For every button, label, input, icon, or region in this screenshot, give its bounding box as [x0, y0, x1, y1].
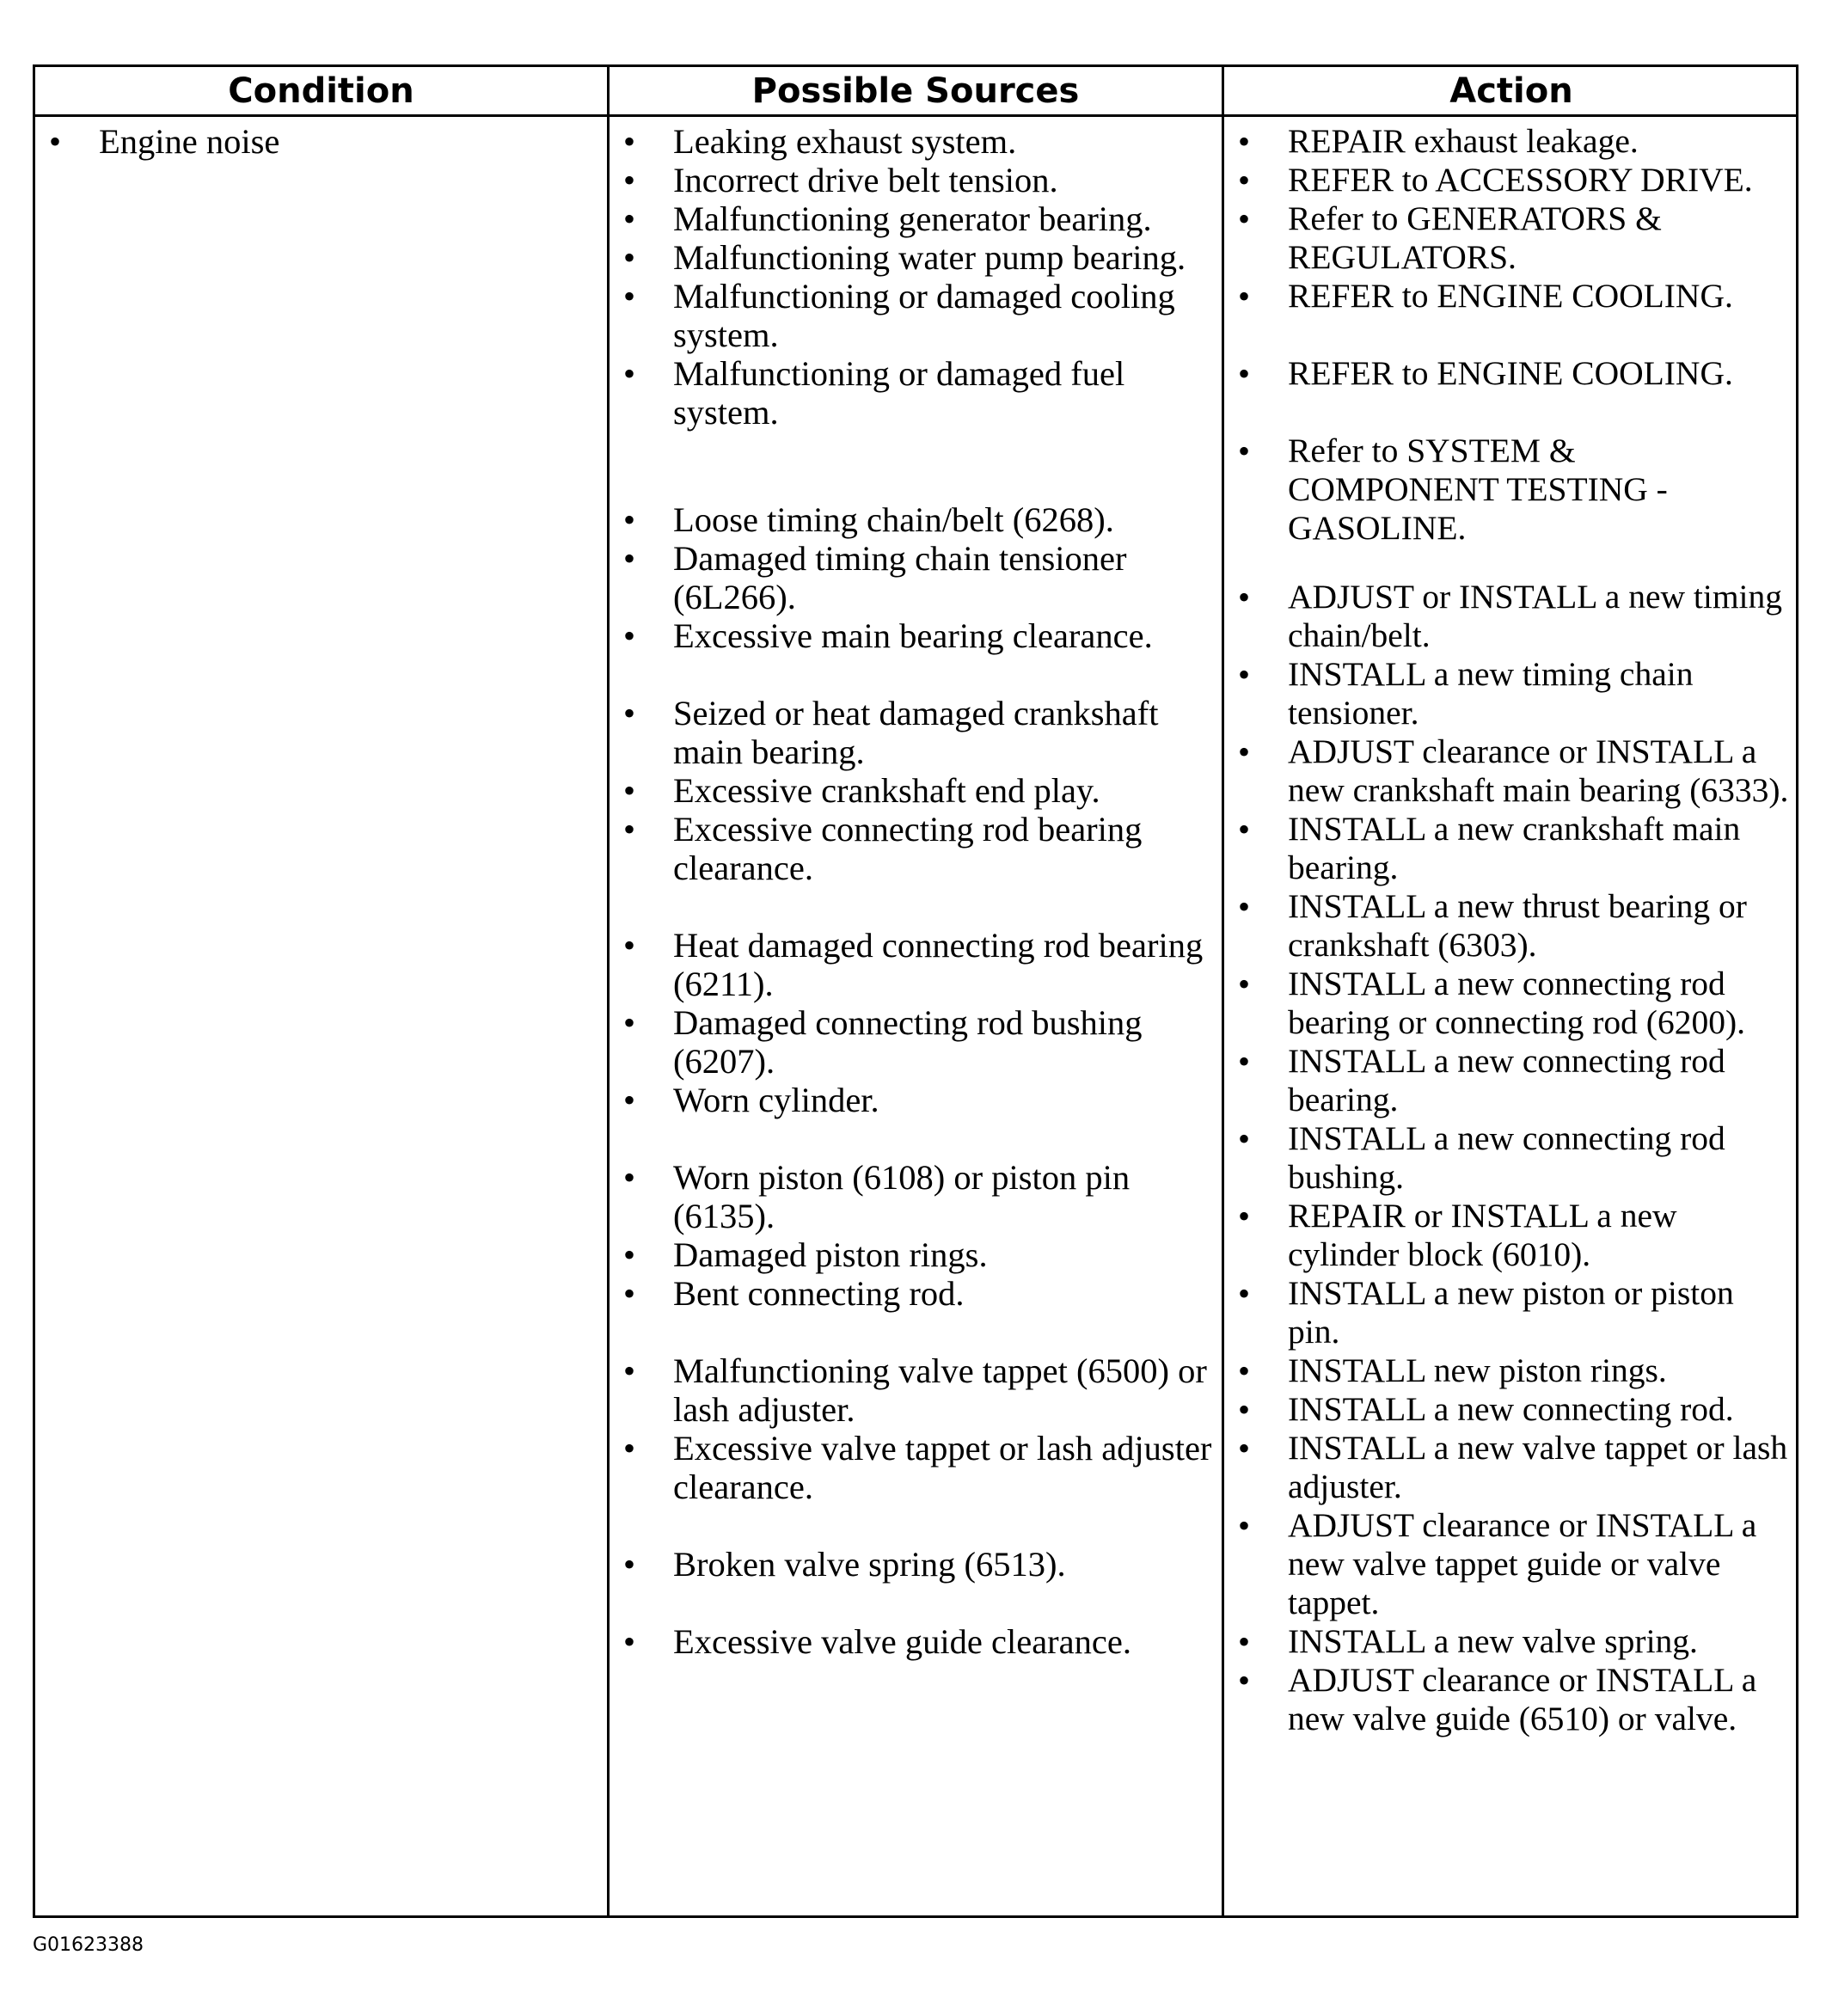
source-item: • Incorrect drive belt tension.	[620, 161, 1213, 199]
source-item: • Loose timing chain/belt (6268).	[620, 500, 1213, 539]
source-item: • Bent connecting rod.	[620, 1274, 1213, 1313]
action-item: • REPAIR exhaust leakage.	[1235, 122, 1793, 161]
action-item: • ADJUST or INSTALL a new timing chain/belt.	[1235, 578, 1793, 655]
source-item: • Malfunctioning generator bearing.	[620, 199, 1213, 238]
action-item: • Refer to SYSTEM & COMPONENT TESTING - GASOLINE.	[1235, 432, 1793, 548]
action-item: • REPAIR or INSTALL a new cylinder block (6010).	[1235, 1197, 1793, 1274]
action-column	[1235, 122, 1793, 1738]
action-item: • REFER to ENGINE COOLING.	[1235, 354, 1793, 393]
source-item: • Malfunctioning or damaged cooling system.	[620, 277, 1213, 354]
action-item: • REFER to ENGINE COOLING.	[1235, 277, 1793, 316]
source-item: • Heat damaged connecting rod bearing (6211).	[620, 926, 1213, 1003]
action-item: • Refer to GENERATORS & REGULATORS.	[1235, 199, 1793, 277]
source-item: • Damaged connecting rod bushing (6207).	[620, 1003, 1213, 1081]
action-item: • REFER to ACCESSORY DRIVE.	[1235, 161, 1793, 199]
action-item: • ADJUST clearance or INSTALL a new valve guide (6510) or valve.	[1235, 1661, 1793, 1738]
source-item: • Excessive main bearing clearance.	[620, 616, 1213, 655]
action-item: • INSTALL a new thrust bearing or crankshaft (6303).	[1235, 887, 1793, 965]
action-item: • INSTALL a new crankshaft main bearing.	[1235, 810, 1793, 887]
diagnosis-table	[33, 64, 1798, 1918]
column-divider	[1222, 67, 1224, 1915]
action-item: • INSTALL a new piston or piston pin.	[1235, 1274, 1793, 1351]
source-item: • Excessive valve tappet or lash adjuster clearance.	[620, 1429, 1213, 1506]
source-item: • Excessive crankshaft end play.	[620, 771, 1213, 810]
source-item: • Seized or heat damaged crankshaft main bearing.	[620, 694, 1213, 771]
source-item: • Damaged piston rings.	[620, 1235, 1213, 1274]
action-item: • INSTALL a new connecting rod.	[1235, 1390, 1793, 1429]
action-item: • INSTALL a new connecting rod bushing.	[1235, 1119, 1793, 1197]
header-divider	[35, 114, 1796, 117]
column-divider	[607, 67, 610, 1915]
source-item: • Excessive connecting rod bearing clearance.	[620, 810, 1213, 887]
source-item: • Malfunctioning or damaged fuel system.	[620, 354, 1213, 432]
action-item: • INSTALL a new connecting rod bearing.	[1235, 1042, 1793, 1119]
source-item: • Malfunctioning valve tappet (6500) or lash adjuster.	[620, 1351, 1213, 1429]
action-item: • INSTALL a new timing chain tensioner.	[1235, 655, 1793, 732]
action-item: • ADJUST clearance or INSTALL a new crankshaft main bearing (6333).	[1235, 732, 1793, 810]
action-item: • INSTALL a new valve tappet or lash adjuster.	[1235, 1429, 1793, 1506]
figure-id: G01623388	[33, 1934, 144, 1956]
source-item: • Malfunctioning water pump bearing.	[620, 238, 1213, 277]
sources-column	[620, 122, 1213, 1661]
action-item: • INSTALL new piston rings.	[1235, 1351, 1793, 1390]
source-item: • Worn piston (6108) or piston pin (6135).	[620, 1158, 1213, 1235]
condition-item: • Engine noise	[46, 122, 596, 161]
source-item: • Excessive valve guide clearance.	[620, 1622, 1213, 1661]
header-condition: Condition	[228, 70, 414, 111]
header-possible-sources: Possible Sources	[751, 70, 1080, 111]
source-item: • Broken valve spring (6513).	[620, 1545, 1213, 1584]
action-item: • INSTALL a new valve spring.	[1235, 1622, 1793, 1661]
source-item: • Damaged timing chain tensioner (6L266).	[620, 539, 1213, 616]
source-item: • Worn cylinder.	[620, 1081, 1213, 1119]
action-item: • ADJUST clearance or INSTALL a new valve tappet guide or valve tappet.	[1235, 1506, 1793, 1622]
action-item: • INSTALL a new connecting rod bearing or connecting rod (6200).	[1235, 965, 1793, 1042]
header-action: Action	[1449, 70, 1573, 111]
condition-column	[46, 122, 596, 161]
source-item: • Leaking exhaust system.	[620, 122, 1213, 161]
